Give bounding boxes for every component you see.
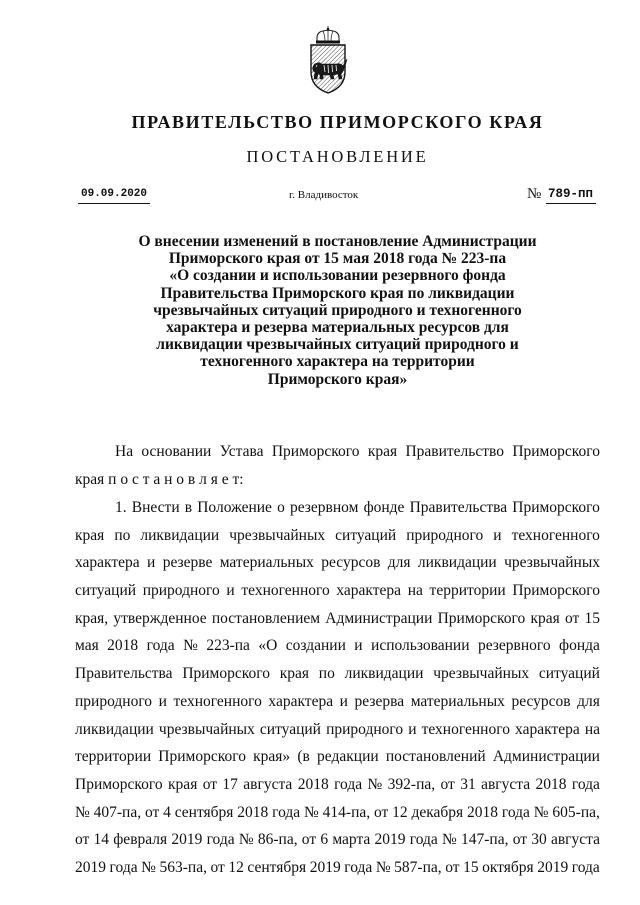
word: техногенного (173, 692, 262, 710)
word: Приморского (512, 582, 600, 600)
word: и (408, 720, 417, 738)
word: территории (429, 582, 506, 600)
word: Приморского (437, 609, 526, 627)
word: постановлений (385, 748, 486, 766)
word: для (387, 554, 411, 572)
word: края (530, 609, 560, 627)
word: от (144, 803, 160, 821)
organization-title: ПРАВИТЕЛЬСТВО ПРИМОРСКОГО КРАЯ (131, 112, 544, 132)
word: создании (285, 637, 346, 655)
word: чрезвычайных (229, 526, 326, 544)
word: 2018 (297, 775, 329, 793)
word: на (407, 582, 423, 600)
word: утвержденное (113, 609, 207, 627)
word: края (168, 775, 198, 793)
word: характера (515, 720, 580, 738)
word: № (367, 775, 383, 793)
word: Приморского (75, 775, 163, 793)
body-line (115, 438, 600, 466)
word: ресурсов (511, 692, 571, 710)
word: на (584, 720, 600, 738)
word: 2019 (171, 831, 203, 849)
word: 12 (392, 803, 408, 821)
word: сентября (247, 858, 307, 876)
word: 17 (222, 775, 238, 793)
word: 4 (163, 803, 171, 821)
word: основании (141, 443, 212, 460)
document-number: 789-пп (546, 186, 596, 204)
word: ликвидации (75, 720, 154, 738)
word: года (344, 858, 373, 876)
word: постановлением (211, 609, 321, 627)
word: 1. (115, 499, 127, 516)
word: от (564, 609, 580, 627)
document-type-title: ПОСТАНОВЛЕНИЕ (246, 147, 429, 166)
word: мая (75, 637, 99, 655)
word: территории (75, 748, 152, 766)
word: о (277, 499, 285, 516)
word: февраля (113, 831, 168, 849)
word: 2019 (537, 858, 569, 876)
word: года (501, 803, 530, 821)
word: фонде (363, 499, 405, 516)
word: материальных (410, 692, 505, 710)
word: года (272, 803, 301, 821)
document-date: 09.09.2020 (78, 186, 150, 204)
word: Приморского (512, 499, 600, 516)
heading-line: Приморского края» (267, 370, 408, 388)
clause-1-paragraph (75, 494, 600, 882)
word: октября (482, 858, 534, 876)
word: Приморского (512, 443, 600, 460)
word: 2018 (467, 803, 499, 821)
word: техногенного (511, 526, 600, 544)
word: по (318, 665, 335, 683)
word: природного (75, 692, 153, 710)
word: для (577, 692, 600, 710)
word: и (354, 637, 363, 655)
word: Устава (219, 443, 264, 460)
word: резервного (477, 637, 551, 655)
word: 14 (93, 831, 110, 849)
body-line (75, 660, 600, 688)
word: 407-па, (93, 803, 142, 821)
word: № (442, 831, 457, 849)
heading-line: «О создании и использовании резервного фонда (169, 267, 506, 285)
word: года (409, 831, 438, 849)
word: края» (253, 748, 291, 766)
word: от (373, 803, 389, 821)
word: Администрации (492, 748, 600, 766)
body-line (75, 605, 600, 633)
word: 2019 (374, 831, 406, 849)
word: года (571, 858, 600, 876)
word: и (226, 582, 235, 600)
word: Администрации (325, 609, 433, 627)
word: от (202, 775, 218, 793)
word: 86-па, (257, 831, 298, 849)
word: марта (332, 831, 371, 849)
word: декабря (411, 803, 464, 821)
word: № (375, 858, 391, 876)
heading-line: чрезвычайных ситуаций природного и техногенного (153, 301, 522, 319)
word: августа (550, 831, 600, 849)
word: Правительства (75, 665, 173, 683)
word: резервном (289, 499, 359, 516)
word: 392-па, (387, 775, 436, 793)
word: от (301, 831, 317, 849)
word: (в (297, 748, 310, 766)
word: ситуаций (75, 582, 137, 600)
word: ликвидации (140, 526, 220, 544)
word: Приморского (182, 665, 270, 683)
word: № (141, 858, 156, 876)
word: от (210, 858, 225, 876)
word: года (334, 775, 363, 793)
word: характера (336, 582, 402, 600)
body-line (75, 771, 600, 799)
heading-line: ликвидации чрезвычайных ситуаций природного и (156, 336, 519, 354)
word: ликвидации (344, 665, 424, 683)
word: материальных (219, 554, 314, 572)
word: природного (326, 720, 404, 738)
word: 563-па, (159, 858, 207, 876)
word: 2018 (535, 775, 567, 793)
word: Положение (197, 499, 272, 516)
body-line (75, 577, 600, 605)
word: 2019 (309, 858, 341, 876)
body-line: края п о с т а н о в л я е т: (75, 470, 244, 488)
word: сентября (174, 803, 234, 821)
word: 587-па, (394, 858, 442, 876)
body-line (115, 494, 600, 522)
word: ликвидации (417, 554, 497, 572)
word: фонда (559, 637, 600, 655)
word: № (75, 803, 90, 821)
word: № (183, 637, 198, 655)
heading-line: О внесении изменений в постановление Администрации (138, 233, 537, 250)
word: 15 (463, 858, 479, 876)
preamble-paragraph (75, 438, 600, 493)
body-line (75, 522, 600, 550)
word: природного (142, 582, 220, 600)
word: от (440, 775, 455, 793)
word: августа (243, 775, 293, 793)
word: 30 (531, 831, 547, 849)
word: «О (258, 637, 278, 655)
word: ситуаций (335, 526, 397, 544)
heading-line: Приморского края от 15 мая 2018 года № 223-па (168, 250, 507, 268)
word: августа (481, 775, 531, 793)
word: На (115, 443, 134, 460)
word: края (75, 526, 105, 544)
word: резерве (162, 554, 213, 572)
word: № (304, 803, 319, 821)
body-line (75, 799, 600, 827)
word: использовании (371, 637, 470, 655)
word: и (493, 526, 502, 544)
word: 2018 (237, 803, 269, 821)
body-line (75, 854, 600, 882)
word: техногенного (421, 720, 510, 738)
word: от (512, 831, 528, 849)
word: Правительство (405, 443, 504, 460)
word: от (75, 831, 90, 849)
body-line (75, 632, 600, 660)
word: года (109, 858, 138, 876)
heading-line: техногенного характера на территории (200, 353, 475, 371)
heading-line: Правительства Приморского края по ликвидации (160, 284, 515, 302)
word: и (147, 554, 156, 572)
word: края (279, 665, 310, 683)
word: Приморского (158, 748, 246, 766)
word: природного (406, 526, 484, 544)
document-heading (75, 233, 600, 388)
body-line (75, 549, 600, 577)
heading-line: характера и резерва материальных ресурсов для (166, 318, 509, 336)
word: Приморского (271, 443, 360, 460)
word: характера (75, 554, 140, 572)
word: чрезвычайных (504, 554, 600, 572)
word: по (114, 526, 131, 544)
word: года (571, 775, 600, 793)
word: ситуаций (259, 720, 321, 738)
body-line (75, 716, 600, 744)
document-city: г. Владивосток (289, 189, 359, 201)
word: и (158, 692, 167, 710)
word: края (367, 443, 398, 460)
word: Внести (131, 499, 180, 516)
coat-of-arms-icon (303, 26, 353, 96)
word: Правительства (409, 499, 508, 516)
word: ресурсов (321, 554, 381, 572)
body-line (75, 826, 600, 854)
word: 605-па, (552, 803, 600, 821)
word: 2019 (75, 858, 106, 876)
word: чрезвычайных (158, 720, 255, 738)
word: 15 (584, 609, 600, 627)
word: № (238, 831, 254, 849)
word: 147-па, (461, 831, 509, 849)
word: № (533, 803, 549, 821)
number-sign: № (527, 186, 542, 202)
word: редакции (317, 748, 379, 766)
word: 6 (320, 831, 329, 849)
word: края, (75, 609, 109, 627)
word: от (445, 858, 460, 876)
word: 12 (228, 858, 244, 876)
word: ситуаций (538, 665, 600, 683)
word: резерва (354, 692, 405, 710)
body-line (75, 743, 600, 771)
word: 414-па, (322, 803, 371, 821)
word: характера (268, 692, 334, 710)
word: техногенного (241, 582, 330, 600)
word: 31 (460, 775, 476, 793)
body-line (75, 688, 600, 716)
word: года (146, 637, 175, 655)
word: года (206, 831, 235, 849)
word: и (339, 692, 348, 710)
word: 223-па (206, 637, 250, 655)
word: чрезвычайных (433, 665, 530, 683)
word: 2018 (107, 637, 139, 655)
word: в (184, 499, 193, 516)
